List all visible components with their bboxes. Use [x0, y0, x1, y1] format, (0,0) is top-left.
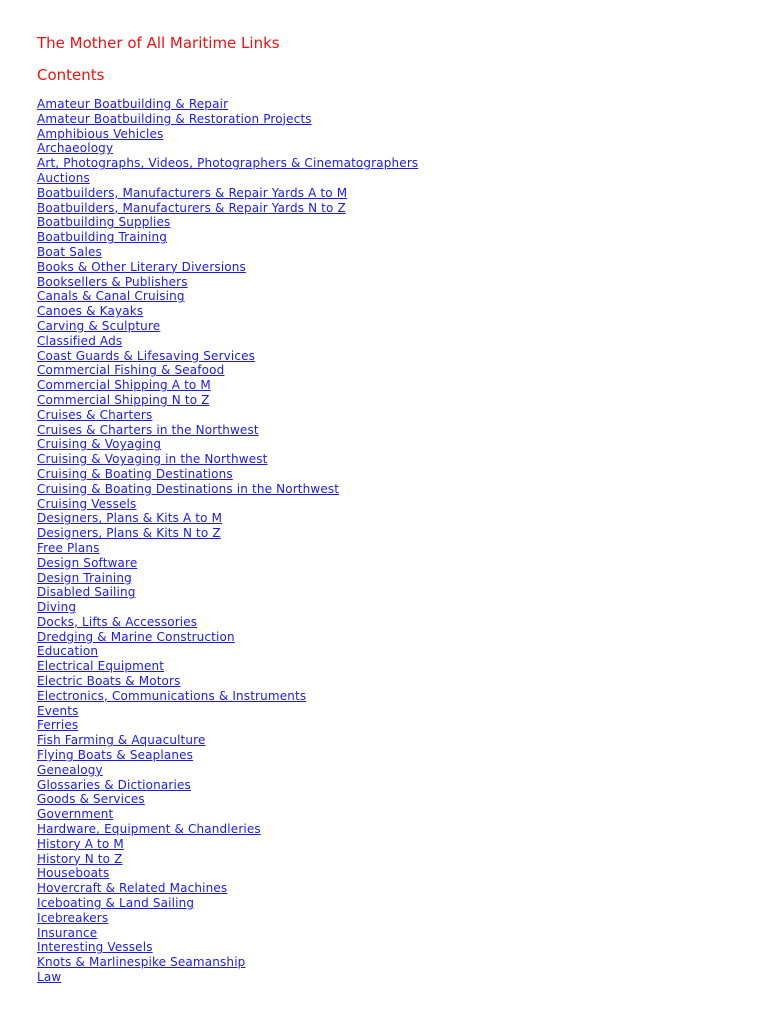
toc-link[interactable]: Commercial Shipping N to Z [37, 392, 210, 407]
toc-item [37, 674, 737, 689]
toc-item [37, 659, 737, 674]
toc-item [37, 541, 737, 556]
toc-link[interactable]: Cruises & Charters [37, 407, 153, 422]
toc-item [37, 97, 737, 112]
toc-item [37, 156, 737, 171]
toc-item [37, 201, 737, 216]
toc-item [37, 852, 737, 867]
toc-link[interactable]: Icebreakers [37, 910, 109, 925]
toc-item [37, 260, 737, 275]
toc-link[interactable]: Insurance [37, 925, 98, 940]
toc-item [37, 349, 737, 364]
toc-link[interactable]: Electrical Equipment [37, 659, 165, 674]
toc-item [37, 585, 737, 600]
toc-item [37, 112, 737, 127]
toc-link[interactable]: Cruising & Voyaging in the Northwest [37, 452, 268, 467]
toc-item [37, 467, 737, 482]
toc-item [37, 792, 737, 807]
toc-link[interactable]: Books & Other Literary Diversions [37, 259, 246, 274]
toc-item [37, 970, 737, 985]
toc-item [37, 911, 737, 926]
toc-link[interactable]: Design Software [37, 555, 138, 570]
toc-link[interactable]: Ferries [37, 718, 79, 733]
toc-link[interactable]: Art, Photographs, Videos, Photographers & Cinematographers [37, 156, 419, 171]
toc-item [37, 822, 737, 837]
toc-link[interactable]: Hovercraft & Related Machines [37, 881, 228, 896]
toc-item [37, 378, 737, 393]
toc-link[interactable]: Electric Boats & Motors [37, 674, 181, 689]
toc-item [37, 304, 737, 319]
toc-link[interactable]: History N to Z [37, 851, 123, 866]
toc-link[interactable]: Coast Guards & Lifesaving Services [37, 348, 256, 363]
toc-item [37, 896, 737, 911]
toc-link[interactable]: Genealogy [37, 762, 103, 777]
toc-link[interactable]: Canoes & Kayaks [37, 304, 144, 319]
toc-link[interactable]: Boatbuilding Training [37, 230, 168, 245]
toc-link[interactable]: Designers, Plans & Kits A to M [37, 511, 223, 526]
toc-item [37, 763, 737, 778]
toc-link[interactable]: Amphibious Vehicles [37, 126, 164, 141]
toc-item [37, 141, 737, 156]
table-of-contents [37, 97, 737, 985]
toc-item [37, 718, 737, 733]
toc-link[interactable]: Law [37, 970, 62, 985]
toc-link[interactable]: Canals & Canal Cruising [37, 289, 185, 304]
toc-link[interactable]: Knots & Marlinespike Seamanship [37, 955, 246, 970]
toc-item [37, 866, 737, 881]
toc-item [37, 748, 737, 763]
toc-link[interactable]: Disabled Sailing [37, 585, 136, 600]
toc-item [37, 778, 737, 793]
toc-link[interactable]: Design Training [37, 570, 132, 585]
toc-link[interactable]: Cruising Vessels [37, 496, 137, 511]
toc-link[interactable]: Carving & Sculpture [37, 318, 161, 333]
toc-item [37, 837, 737, 852]
toc-item [37, 334, 737, 349]
toc-item [37, 215, 737, 230]
toc-item [37, 940, 737, 955]
toc-link[interactable]: Auctions [37, 170, 90, 185]
toc-item [37, 571, 737, 586]
toc-item [37, 289, 737, 304]
toc-link[interactable]: Free Plans [37, 540, 100, 555]
toc-item [37, 245, 737, 260]
toc-link[interactable]: Iceboating & Land Sailing [37, 896, 195, 911]
toc-item [37, 807, 737, 822]
toc-item [37, 497, 737, 512]
toc-link[interactable]: Electronics, Communications & Instruments [37, 688, 307, 703]
toc-link[interactable]: Cruises & Charters in the Northwest [37, 422, 259, 437]
toc-link[interactable]: Boat Sales [37, 244, 102, 259]
page-title: The Mother of All Maritime Links [37, 34, 280, 52]
document-page [37, 33, 737, 985]
toc-item [37, 171, 737, 186]
toc-link[interactable]: Houseboats [37, 866, 110, 881]
toc-link[interactable]: Amateur Boatbuilding & Restoration Projects [37, 111, 312, 126]
toc-link[interactable]: Diving [37, 600, 77, 615]
toc-link[interactable]: Commercial Shipping A to M [37, 378, 211, 393]
toc-item [37, 644, 737, 659]
toc-link[interactable]: Designers, Plans & Kits N to Z [37, 526, 221, 541]
toc-link[interactable]: Cruising & Boating Destinations [37, 466, 233, 481]
toc-link[interactable]: Interesting Vessels [37, 940, 153, 955]
toc-item [37, 511, 737, 526]
toc-link[interactable]: Dredging & Marine Construction [37, 629, 235, 644]
toc-link[interactable]: Cruising & Boating Destinations in the Northwest [37, 481, 340, 496]
toc-item [37, 926, 737, 941]
toc-item [37, 704, 737, 719]
toc-link[interactable]: History A to M [37, 836, 124, 851]
toc-item [37, 319, 737, 334]
toc-link[interactable]: Boatbuilding Supplies [37, 215, 171, 230]
toc-item [37, 186, 737, 201]
toc-link[interactable]: Goods & Services [37, 792, 145, 807]
toc-link[interactable]: Fish Farming & Aquaculture [37, 733, 206, 748]
toc-link[interactable]: Archaeology [37, 141, 114, 156]
toc-item [37, 482, 737, 497]
toc-link[interactable]: Commercial Fishing & Seafood [37, 363, 225, 378]
toc-link[interactable]: Classified Ads [37, 333, 123, 348]
toc-link[interactable]: Boatbuilders, Manufacturers & Repair Yards A to M [37, 185, 348, 200]
toc-link[interactable]: Amateur Boatbuilding & Repair [37, 97, 229, 111]
toc-link[interactable]: Hardware, Equipment & Chandleries [37, 822, 261, 837]
toc-item [37, 275, 737, 290]
toc-item [37, 526, 737, 541]
toc-link[interactable]: Boatbuilders, Manufacturers & Repair Yards N to Z [37, 200, 346, 215]
toc-link[interactable]: Flying Boats & Seaplanes [37, 748, 194, 763]
toc-item [37, 630, 737, 645]
toc-link[interactable]: Events [37, 703, 79, 718]
contents-heading: Contents [37, 66, 105, 84]
toc-link[interactable]: Booksellers & Publishers [37, 274, 188, 289]
toc-item [37, 408, 737, 423]
toc-item [37, 556, 737, 571]
toc-item [37, 423, 737, 438]
toc-item [37, 733, 737, 748]
toc-item [37, 363, 737, 378]
toc-link[interactable]: Cruising & Voyaging [37, 437, 162, 452]
toc-item [37, 615, 737, 630]
toc-item [37, 230, 737, 245]
toc-item [37, 881, 737, 896]
toc-item [37, 452, 737, 467]
toc-link[interactable]: Government [37, 807, 114, 822]
toc-link[interactable]: Education [37, 644, 99, 659]
toc-link[interactable]: Glossaries & Dictionaries [37, 777, 191, 792]
toc-item [37, 393, 737, 408]
toc-item [37, 127, 737, 142]
toc-link[interactable]: Docks, Lifts & Accessories [37, 614, 198, 629]
toc-item [37, 955, 737, 970]
toc-item [37, 437, 737, 452]
toc-item [37, 600, 737, 615]
toc-item [37, 689, 737, 704]
